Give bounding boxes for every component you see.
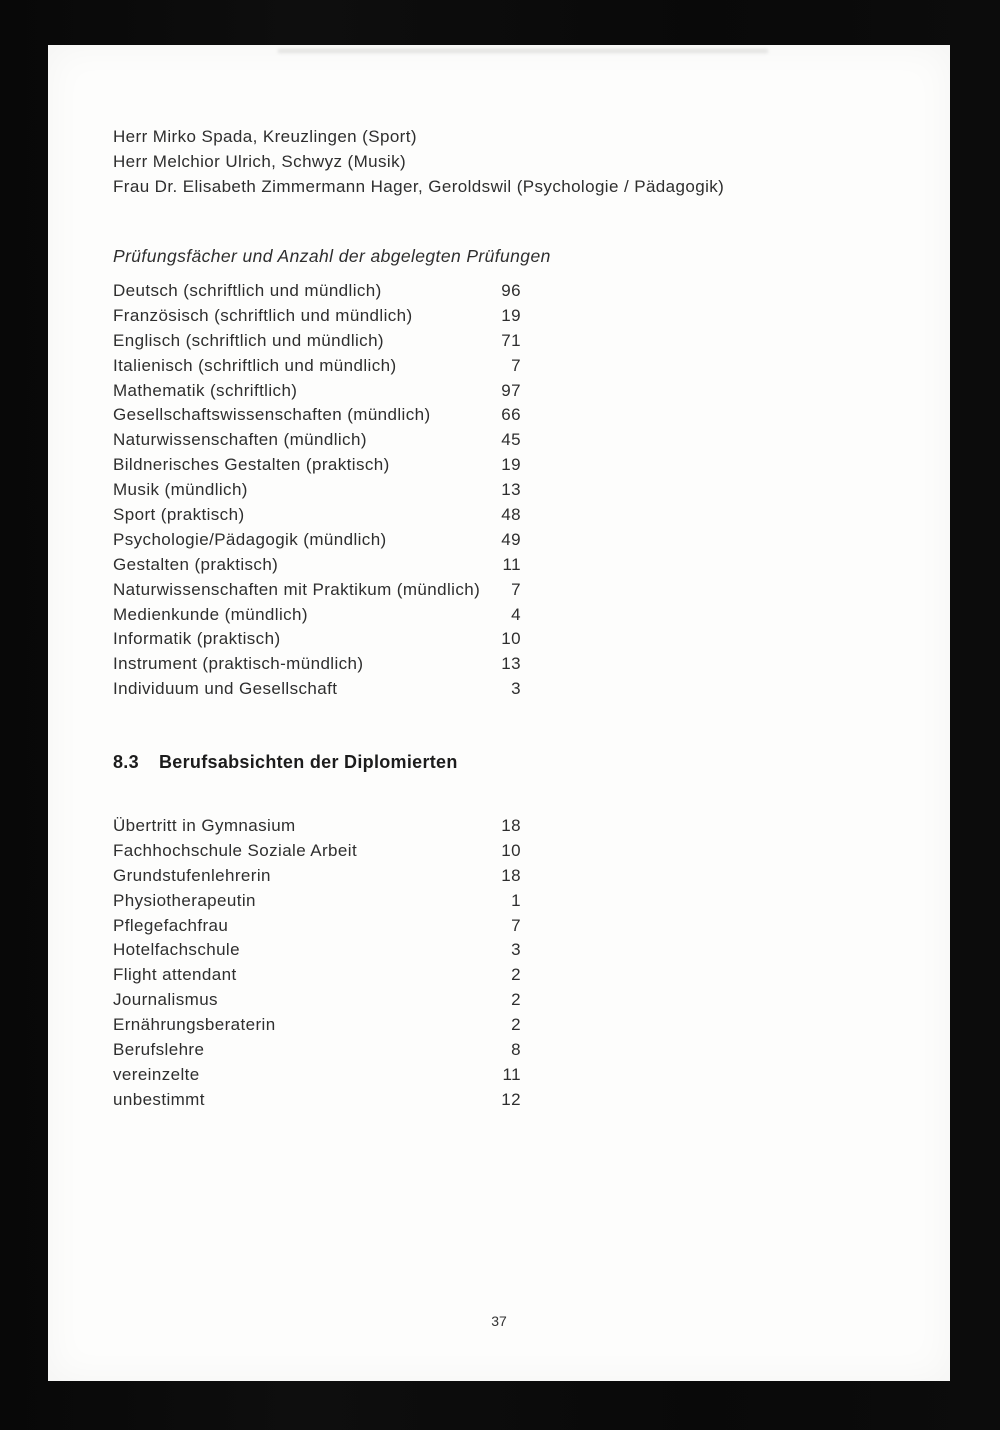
table-row (113, 889, 521, 914)
examiner-name-line: Herr Mirko Spada, Kreuzlingen (Sport) (113, 127, 417, 146)
row-label: Naturwissenschaften mit Praktikum (mündlich) (113, 579, 481, 599)
row-label: Sport (praktisch) (113, 505, 245, 525)
table-row (113, 1013, 521, 1038)
row-label: Bildnerisches Gestalten (praktisch) (113, 455, 390, 475)
row-value: 71 (501, 330, 521, 350)
row-label: vereinzelte (113, 1064, 200, 1084)
row-value: 2 (511, 965, 521, 985)
row-label: Instrument (praktisch-mündlich) (113, 654, 364, 674)
row-value: 7 (511, 915, 521, 935)
row-value: 10 (501, 629, 521, 649)
row-value: 97 (501, 380, 521, 400)
table-row (113, 988, 521, 1013)
row-label: Berufslehre (113, 1040, 205, 1060)
row-label: Pflegefachfrau (113, 915, 229, 935)
row-label: Italienisch (schriftlich und mündlich) (113, 355, 397, 375)
row-label: Journalismus (113, 990, 218, 1010)
row-value: 19 (501, 305, 521, 325)
row-label: Psychologie/Pädagogik (mündlich) (113, 529, 387, 549)
row-value: 49 (501, 529, 521, 549)
table-row (113, 528, 521, 553)
row-value: 12 (501, 1089, 521, 1109)
examiner-name-line: Herr Melchior Ulrich, Schwyz (Musik) (113, 152, 407, 171)
row-label: Individuum und Gesellschaft (113, 679, 338, 699)
row-value: 7 (511, 355, 521, 375)
career-list (113, 814, 521, 1113)
row-value: 18 (501, 816, 521, 835)
row-value: 13 (501, 654, 521, 674)
table-row (113, 453, 521, 478)
examiner-name-line: Frau Dr. Elisabeth Zimmermann Hager, Geroldswil (Psychologie / Pädagogik) (113, 177, 725, 196)
row-label: unbestimmt (113, 1089, 205, 1109)
row-value: 3 (511, 679, 521, 699)
examiner-names (113, 124, 724, 199)
row-value: 45 (501, 430, 521, 450)
table-row (113, 1088, 521, 1113)
table-row (113, 1038, 521, 1063)
row-value: 1 (511, 890, 521, 910)
row-value: 66 (501, 405, 521, 425)
row-label: Medienkunde (mündlich) (113, 604, 308, 624)
exam-section-heading: Prüfungsfächer und Anzahl der abgelegten Prüfungen (113, 246, 551, 266)
table-row (113, 578, 521, 603)
row-label: Physiotherapeutin (113, 890, 256, 910)
table-row (113, 603, 521, 628)
table-row (113, 914, 521, 939)
table-row (113, 279, 521, 304)
row-value: 2 (511, 990, 521, 1010)
table-row (113, 814, 521, 839)
row-label: Ernährungsberaterin (113, 1015, 276, 1035)
table-row (113, 963, 521, 988)
row-label: Gestalten (praktisch) (113, 554, 279, 574)
row-label: Flight attendant (113, 965, 237, 985)
row-value: 11 (502, 554, 521, 574)
row-value: 48 (501, 505, 521, 525)
table-row (113, 478, 521, 503)
document-page (48, 45, 950, 1381)
row-label: Fachhochschule Soziale Arbeit (113, 840, 358, 860)
table-row (113, 938, 521, 963)
row-value: 13 (501, 480, 521, 500)
table-row (113, 1063, 521, 1088)
row-label: Englisch (schriftlich und mündlich) (113, 330, 384, 350)
row-value: 96 (501, 281, 521, 300)
table-row (113, 329, 521, 354)
row-value: 8 (511, 1040, 521, 1060)
row-value: 2 (511, 1015, 521, 1035)
table-row (113, 627, 521, 652)
row-label: Grundstufenlehrerin (113, 865, 271, 885)
row-label: Musik (mündlich) (113, 480, 248, 500)
table-row (113, 503, 521, 528)
row-label: Französisch (schriftlich und mündlich) (113, 305, 413, 325)
career-section-heading (113, 752, 458, 773)
career-section-title: Berufsabsichten der Diplomierten (159, 752, 458, 772)
table-row (113, 677, 521, 702)
row-label: Übertritt in Gymnasium (113, 816, 296, 835)
table-row (113, 652, 521, 677)
table-row (113, 553, 521, 578)
scan-artifact (278, 49, 768, 53)
table-row (113, 379, 521, 404)
row-value: 10 (501, 840, 521, 860)
exam-list (113, 279, 521, 702)
row-value: 7 (511, 579, 521, 599)
row-label: Naturwissenschaften (mündlich) (113, 430, 367, 450)
row-label: Informatik (praktisch) (113, 629, 281, 649)
row-value: 3 (511, 940, 521, 960)
career-section-number: 8.3 (113, 752, 139, 772)
table-row (113, 864, 521, 889)
row-value: 11 (502, 1064, 521, 1084)
row-label: Hotelfachschule (113, 940, 240, 960)
row-label: Gesellschaftswissenschaften (mündlich) (113, 405, 431, 425)
row-value: 4 (511, 604, 521, 624)
row-label: Deutsch (schriftlich und mündlich) (113, 281, 382, 300)
table-row (113, 354, 521, 379)
row-value: 18 (501, 865, 521, 885)
table-row (113, 839, 521, 864)
table-row (113, 304, 521, 329)
page-number: 37 (491, 1313, 507, 1329)
table-row (113, 428, 521, 453)
row-value: 19 (501, 455, 521, 475)
row-label: Mathematik (schriftlich) (113, 380, 298, 400)
table-row (113, 403, 521, 428)
